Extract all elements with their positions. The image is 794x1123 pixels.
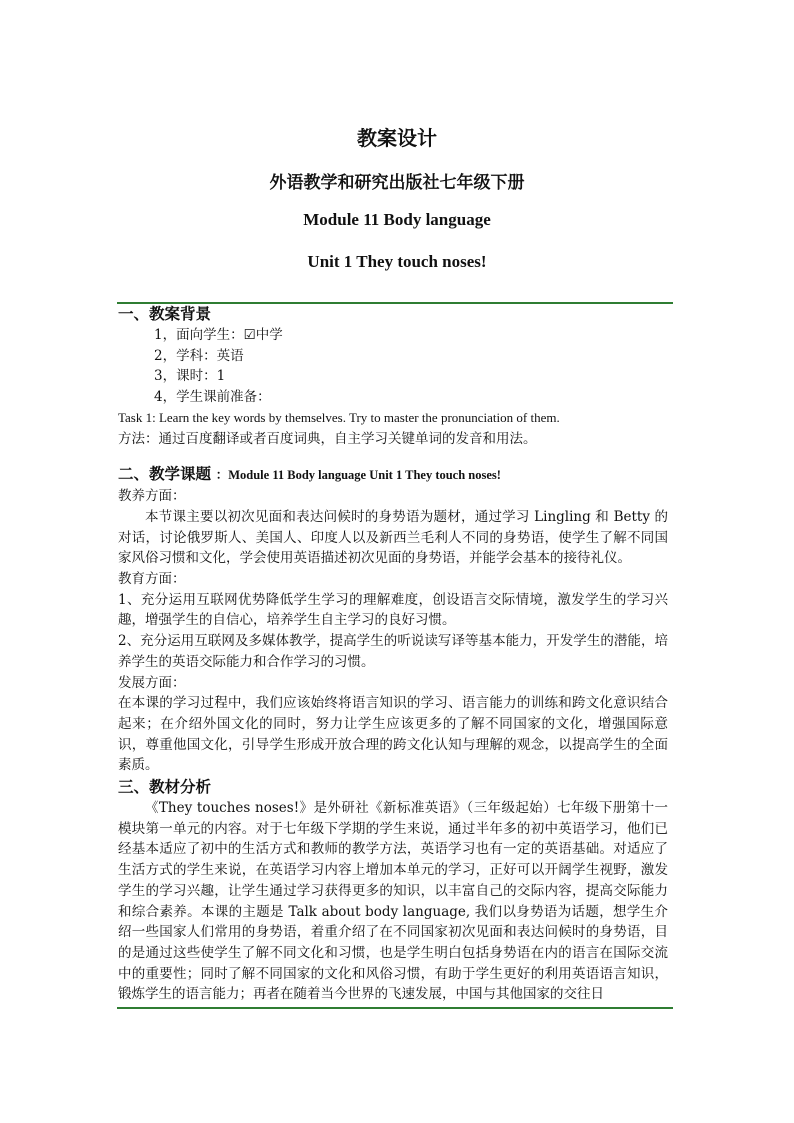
- list-item: 1，面向学生：☑中学: [154, 327, 283, 343]
- task-text: Task 1: Learn the key words by themselves. Try to master the pronunciation of them.: [118, 409, 560, 425]
- list-item: 1、充分运用互联网优势降低学生学习的理解难度，创设语言交际情境，激发学生的学习兴趣，增强学生的自信心，培养学生自主学习的良好习惯。: [118, 591, 668, 629]
- development-label: 发展方面：: [118, 674, 186, 691]
- list-item: 4，学生课前准备：: [154, 389, 271, 406]
- section-heading-background: 一、教案背景: [118, 304, 212, 323]
- cultivation-label: 教养方面：: [118, 488, 186, 505]
- spacer: [118, 449, 668, 463]
- footer-rule: [117, 1007, 673, 1009]
- method-text: 方法：通过百度翻译或者百度词典，自主学习关键单词的发音和用法。: [118, 430, 537, 447]
- analysis-text: 《They touches noses!》是外研社《新标准英语》（三年级起始）七年级下册第十一模块第一单元的内容。对于七年级下学期的学生来说，通过半年多的初中英语学习，他们已经基本适应了初中的生活方式和教师的教学方法，英语学习也有一定的英语基础。对适应了生活方式的学生来说，在英语学习内容上增加本单元的学习，正好可以开阔学生视野，激发学生的学习兴趣，让学生通过学习获得更多的知识，以丰富自己的交际内容，提高交际能力和综合素养。本课的主题是 Talk about body language, 我们以身势语为话题，想学生介绍一些国家人们常用的身势语，着重介绍了在不同国家初次见面和表达问候时的身势语，目的是通过这些使学生了解不同文化和习惯，也是学生明白包括身势语在内的语言在国际交流中的重要性；同时了解不同国家的文化和风俗习惯，有助于学生更好的利用英语语言知识，锻炼学生的语言能力；再者在随着当今世界的飞速发展，中国与其他国家的交往日: [118, 800, 668, 1003]
- section-2: [118, 463, 668, 776]
- topic-title: ：Module 11 Body language Unit 1 They touch noses!: [215, 468, 501, 483]
- cultivation-text: 本节课主要以初次见面和表达问候时的身势语为题材，通过学习 Lingling 和 Betty 的对话，讨论俄罗斯人、美国人、印度人以及新西兰毛利人不同的身势语，使学生了解不同国家风俗习惯和文化，学会使用英语描述初次见面的身势语，并能学会基本的接待礼仪。: [118, 508, 668, 567]
- education-label: 教育方面：: [118, 571, 186, 588]
- list-item: 3，课时：1: [154, 368, 226, 385]
- doc-title: 教案设计: [357, 126, 437, 150]
- section-1: [118, 303, 668, 449]
- unit-title: Unit 1 They touch noses!: [307, 252, 487, 271]
- publisher-title: 外语教学和研究出版社七年级下册: [269, 173, 525, 193]
- section-3: [118, 776, 668, 1005]
- list-item: 2，学科：英语: [154, 347, 244, 364]
- section-heading-topic: [118, 463, 668, 486]
- section-heading-analysis: 三、教材分析: [118, 777, 212, 797]
- section-heading-label: 二、教学课题: [118, 464, 212, 484]
- development-text: 在本课的学习过程中，我们应该始终将语言知识的学习、语言能力的训练和跨文化意识结合起来；在介绍外国文化的同时，努力让学生应该更多的了解不同国家的文化，增强国际意识，尊重他国文化，引导学生形成开放合理的跨文化认知与理解的观念，以提高学生的全面素质。: [118, 695, 668, 774]
- list-item: 2、充分运用互联网及多媒体教学，提高学生的听说读写译等基本能力，开发学生的潜能，培养学生的英语交际能力和合作学习的习惯。: [118, 633, 668, 670]
- module-title: Module 11 Body language: [303, 210, 491, 229]
- document-body: [118, 303, 668, 1005]
